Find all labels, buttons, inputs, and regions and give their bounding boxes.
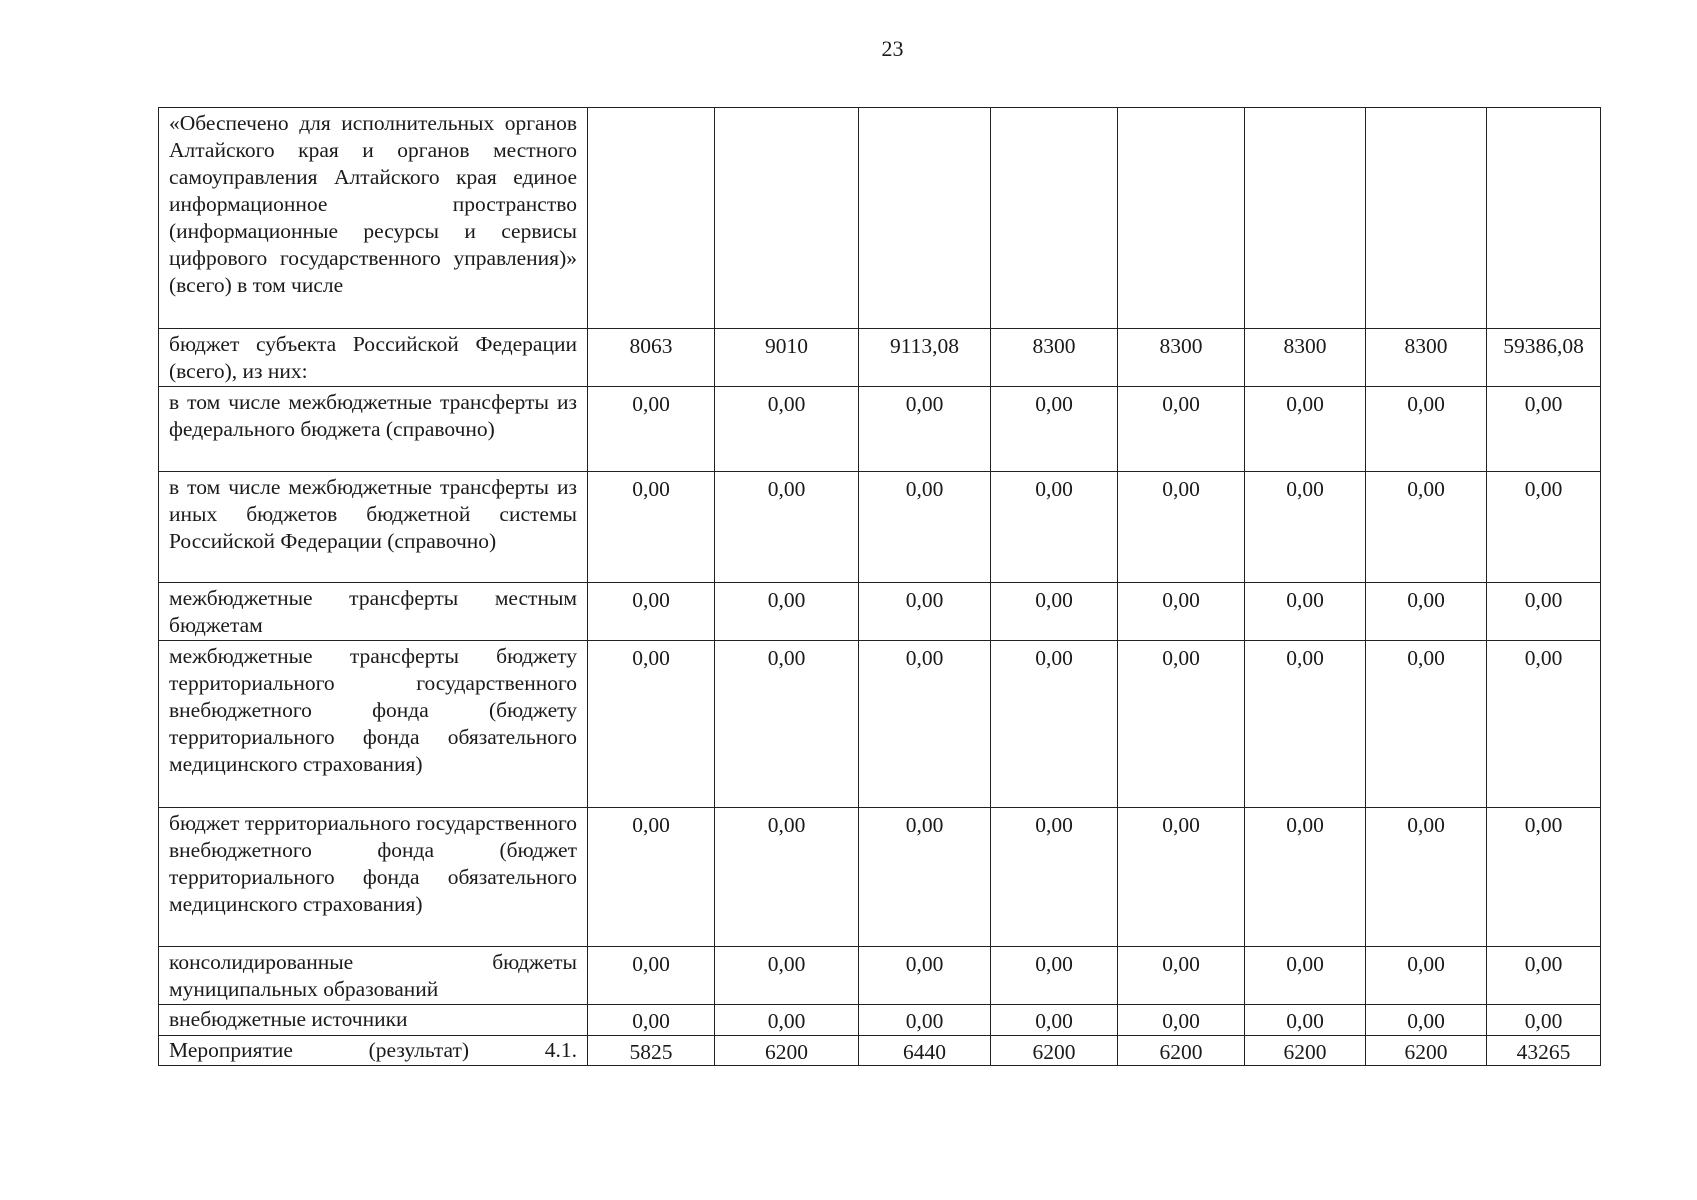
table-row [159,583,1601,641]
value-cell: 0,00 [859,808,991,947]
value-cell: 8300 [991,329,1118,387]
row-label: в том числе межбюджетные трансферты из федерального бюджета (справочно) [159,387,588,472]
value-cell: 0,00 [1118,947,1245,1005]
value-cell: 0,00 [715,583,859,641]
value-cell: 8063 [588,329,715,387]
value-cell: 0,00 [1118,472,1245,583]
value-cell: 9113,08 [859,329,991,387]
value-cell: 0,00 [859,387,991,472]
value-cell: 0,00 [1487,1005,1601,1036]
value-cell: 0,00 [715,947,859,1005]
value-cell: 0,00 [588,808,715,947]
value-cell: 0,00 [1366,583,1487,641]
value-cell [588,108,715,329]
row-label: бюджет субъекта Российской Федерации (всего), из них: [159,329,588,387]
value-cell: 0,00 [1366,947,1487,1005]
budget-table [158,107,1601,1066]
value-cell: 0,00 [1366,387,1487,472]
value-cell: 6200 [1118,1036,1245,1066]
value-cell: 0,00 [1245,808,1366,947]
value-cell: 0,00 [715,472,859,583]
row-label: Мероприятие (результат) 4.1. [159,1036,588,1066]
value-cell: 6440 [859,1036,991,1066]
table-row [159,108,1601,329]
value-cell: 0,00 [1487,947,1601,1005]
value-cell: 0,00 [1245,947,1366,1005]
table-row [159,472,1601,583]
value-cell [1366,108,1487,329]
table-body [159,108,1601,1066]
value-cell: 0,00 [1366,472,1487,583]
value-cell: 6200 [1245,1036,1366,1066]
value-cell: 9010 [715,329,859,387]
value-cell: 0,00 [859,641,991,808]
value-cell [1118,108,1245,329]
value-cell: 0,00 [1366,1005,1487,1036]
value-cell: 0,00 [1487,387,1601,472]
value-cell: 0,00 [715,808,859,947]
value-cell [859,108,991,329]
value-cell: 0,00 [1245,641,1366,808]
table-row [159,947,1601,1005]
value-cell: 0,00 [588,1005,715,1036]
row-label: «Обеспечено для исполнительных органов Алтайского края и органов местного самоуправления Алтайского края единое информационное пространство (информационные ресурсы и сервисы цифрового государственного управления)» (всего) в том числе [159,108,588,329]
row-label: консолидированные бюджеты муниципальных образований [159,947,588,1005]
value-cell: 0,00 [1118,1005,1245,1036]
value-cell: 0,00 [1118,808,1245,947]
row-label: в том числе межбюджетные трансферты из иных бюджетов бюджетной системы Российской Федерации (справочно) [159,472,588,583]
value-cell [991,108,1118,329]
value-cell: 6200 [1366,1036,1487,1066]
value-cell: 0,00 [1245,1005,1366,1036]
table-row [159,1036,1601,1066]
table-row [159,641,1601,808]
value-cell: 59386,08 [1487,329,1601,387]
value-cell: 0,00 [991,808,1118,947]
value-cell: 6200 [715,1036,859,1066]
value-cell: 0,00 [715,641,859,808]
row-label: межбюджетные трансферты местным бюджетам [159,583,588,641]
value-cell: 0,00 [715,387,859,472]
value-cell: 0,00 [1118,641,1245,808]
value-cell: 0,00 [991,387,1118,472]
value-cell: 0,00 [991,583,1118,641]
value-cell: 0,00 [1487,583,1601,641]
value-cell: 0,00 [991,1005,1118,1036]
value-cell: 0,00 [1118,387,1245,472]
page-number: 23 [881,36,904,61]
row-label: внебюджетные источники [159,1005,588,1036]
table-row [159,387,1601,472]
row-label: бюджет территориального государственного внебюджетного фонда (бюджет территориального фонда обязательного медицинского страхования) [159,808,588,947]
value-cell: 0,00 [1487,472,1601,583]
value-cell: 43265 [1487,1036,1601,1066]
value-cell: 0,00 [588,387,715,472]
value-cell [1245,108,1366,329]
value-cell: 8300 [1366,329,1487,387]
row-label: межбюджетные трансферты бюджету территориального государственного внебюджетного фонда (бюджету территориального фонда обязательного медицинского страхования) [159,641,588,808]
value-cell: 0,00 [991,947,1118,1005]
value-cell: 0,00 [859,472,991,583]
value-cell: 5825 [588,1036,715,1066]
value-cell: 0,00 [991,472,1118,583]
value-cell: 0,00 [588,583,715,641]
value-cell: 0,00 [859,947,991,1005]
value-cell: 6200 [991,1036,1118,1066]
value-cell: 0,00 [715,1005,859,1036]
table-row [159,329,1601,387]
value-cell: 8300 [1245,329,1366,387]
value-cell: 0,00 [1366,641,1487,808]
value-cell: 0,00 [1487,641,1601,808]
value-cell [1487,108,1601,329]
value-cell: 0,00 [1245,583,1366,641]
value-cell: 0,00 [1366,808,1487,947]
value-cell: 0,00 [859,583,991,641]
value-cell: 8300 [1118,329,1245,387]
value-cell: 0,00 [1118,583,1245,641]
value-cell: 0,00 [859,1005,991,1036]
table-row [159,808,1601,947]
value-cell: 0,00 [1245,387,1366,472]
value-cell: 0,00 [588,641,715,808]
table-row [159,1005,1601,1036]
value-cell: 0,00 [588,947,715,1005]
value-cell: 0,00 [991,641,1118,808]
value-cell: 0,00 [1245,472,1366,583]
value-cell [715,108,859,329]
value-cell: 0,00 [588,472,715,583]
value-cell: 0,00 [1487,808,1601,947]
